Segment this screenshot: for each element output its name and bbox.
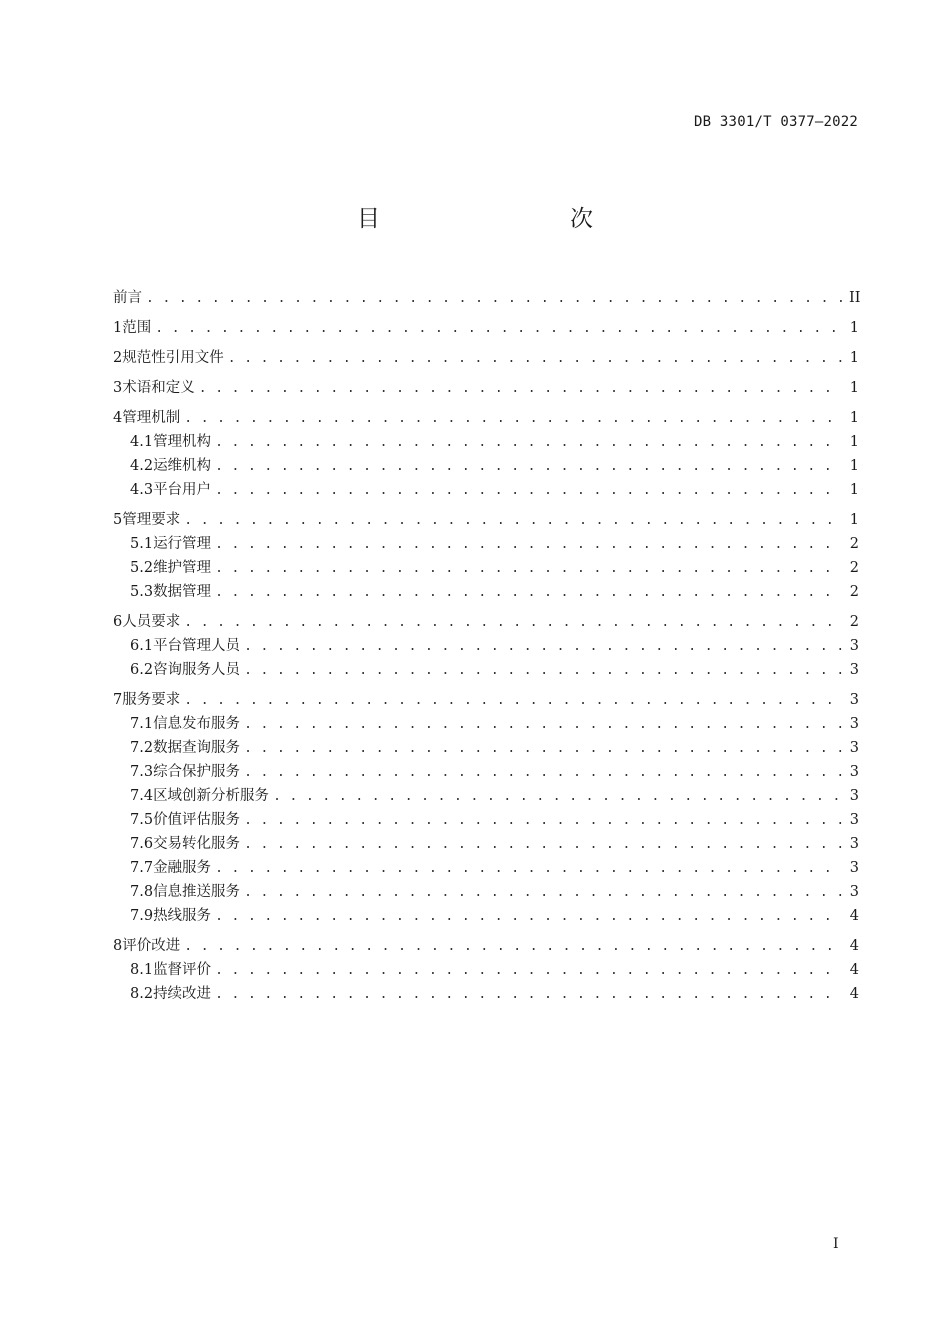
toc-entry[interactable] [113,736,859,760]
toc-dot-leader [273,785,843,809]
toc-dot-leader [244,809,843,833]
toc-entry-number: 3 [113,380,123,396]
toc-entry-number: 5.2 [130,560,154,576]
toc-entry-number: 2 [113,350,123,366]
toc-entry-page: 4 [849,908,859,924]
toc-entry-number: 5.3 [130,584,154,600]
toc-entry-title: 信息发布服务 [153,716,241,732]
toc-entry-page: 3 [849,764,859,780]
toc-dot-leader [184,407,843,431]
toc-dot-leader [215,533,843,557]
toc-entry[interactable] [113,808,859,832]
toc-entry-title: 管理机构 [153,434,212,450]
toc-entry-page: 1 [849,434,859,450]
toc-entry-page: 3 [849,716,859,732]
toc-entry[interactable] [113,784,859,808]
toc-entry[interactable] [113,508,859,532]
toc-entry[interactable] [113,982,859,1006]
toc-entry[interactable] [113,532,859,556]
toc-entry-page: II [849,290,861,306]
toc-entry-title: 交易转化服务 [153,836,241,852]
toc-entry-title: 平台用户 [153,482,212,498]
toc-entry-number: 4.3 [130,482,154,498]
toc-entry-page: 3 [849,812,859,828]
toc-dot-leader [184,509,843,533]
toc-entry-title: 管理机制 [122,410,181,426]
toc-entry[interactable] [113,634,859,658]
toc-entry-page: 3 [849,638,859,654]
document-id: DB 3301/T 0377—2022 [694,114,858,130]
toc-entry-title: 监督评价 [153,962,212,978]
toc-entry[interactable] [113,430,859,454]
toc-entry-number: 4 [113,410,123,426]
toc-entry-page: 3 [849,692,859,708]
toc-entry-title: 数据管理 [153,584,212,600]
table-of-contents [113,286,859,1006]
toc-dot-leader [184,689,843,713]
toc-dot-leader [215,431,843,455]
toc-entry-title: 人员要求 [122,614,181,630]
toc-dot-leader [244,737,843,761]
toc-dot-leader [146,287,843,311]
toc-dot-leader [215,905,843,929]
toc-dot-leader [215,983,843,1007]
toc-dot-leader [155,317,843,341]
toc-entry-page: 1 [849,320,859,336]
toc-entry-title: 术语和定义 [122,380,195,396]
toc-dot-leader [184,935,843,959]
toc-dot-leader [244,713,843,737]
toc-entry-title: 前言 [113,290,142,306]
toc-entry-title: 运维机构 [153,458,212,474]
toc-entry[interactable] [113,556,859,580]
toc-entry[interactable] [113,406,859,430]
toc-entry-title: 数据查询服务 [153,740,241,756]
toc-entry[interactable] [113,346,859,370]
toc-entry[interactable] [113,286,859,310]
toc-entry-number: 8.2 [130,986,154,1002]
toc-entry-title: 金融服务 [153,860,212,876]
toc-entry-page: 3 [849,836,859,852]
toc-entry-page: 3 [849,662,859,678]
toc-entry[interactable] [113,658,859,682]
toc-entry-page: 3 [849,740,859,756]
toc-entry-title: 评价改进 [122,938,181,954]
toc-entry-title: 规范性引用文件 [122,350,224,366]
toc-entry-title: 信息推送服务 [153,884,241,900]
toc-entry-page: 1 [849,410,859,426]
toc-dot-leader [244,833,843,857]
toc-entry-number: 1 [113,320,123,336]
toc-entry-title: 维护管理 [153,560,212,576]
toc-entry-page: 1 [849,512,859,528]
toc-entry-page: 4 [849,938,859,954]
toc-entry-title: 热线服务 [153,908,212,924]
toc-entry-title: 运行管理 [153,536,212,552]
toc-dot-leader [215,581,843,605]
toc-entry-title: 综合保护服务 [153,764,241,780]
toc-entry[interactable] [113,478,859,502]
toc-entry[interactable] [113,856,859,880]
toc-entry-page: 1 [849,482,859,498]
toc-entry-page: 4 [849,986,859,1002]
toc-entry-number: 7.2 [130,740,154,756]
toc-entry[interactable] [113,610,859,634]
toc-entry[interactable] [113,832,859,856]
toc-entry[interactable] [113,376,859,400]
toc-entry-page: 4 [849,962,859,978]
toc-entry-number: 7 [113,692,123,708]
toc-entry-page: 3 [849,884,859,900]
toc-dot-leader [244,635,843,659]
toc-dot-leader [215,455,843,479]
toc-entry[interactable] [113,712,859,736]
toc-entry[interactable] [113,958,859,982]
toc-dot-leader [244,659,843,683]
page-number: I [833,1236,839,1252]
toc-entry[interactable] [113,454,859,478]
toc-entry-number: 7.9 [130,908,154,924]
toc-entry-title: 价值评估服务 [153,812,241,828]
toc-entry-page: 2 [849,614,859,630]
toc-dot-leader [199,377,843,401]
toc-entry[interactable] [113,580,859,604]
toc-entry-number: 7.5 [130,812,154,828]
toc-entry-page: 1 [849,380,859,396]
toc-entry-number: 8.1 [130,962,154,978]
toc-entry-number: 5 [113,512,123,528]
toc-entry-number: 6.2 [130,662,154,678]
toc-dot-leader [215,557,843,581]
toc-entry[interactable] [113,934,859,958]
toc-entry-number: 6 [113,614,123,630]
toc-entry-title: 区域创新分析服务 [153,788,270,804]
toc-dot-leader [244,761,843,785]
toc-entry-title: 范围 [122,320,152,336]
toc-dot-leader [184,611,843,635]
toc-entry-page: 3 [849,788,859,804]
toc-entry[interactable] [113,688,859,712]
toc-entry-number: 4.2 [130,458,154,474]
toc-entry[interactable] [113,880,859,904]
toc-entry-page: 3 [849,860,859,876]
toc-entry-page: 2 [849,584,859,600]
toc-entry-number: 7.7 [130,860,154,876]
toc-entry-page: 1 [849,458,859,474]
toc-entry-page: 1 [849,350,859,366]
toc-entry-number: 7.4 [130,788,154,804]
toc-entry-number: 4.1 [130,434,154,450]
toc-entry-number: 7.8 [130,884,154,900]
toc-entry[interactable] [113,904,859,928]
toc-entry[interactable] [113,760,859,784]
toc-dot-leader [215,479,843,503]
toc-entry-number: 8 [113,938,123,954]
toc-entry-title: 管理要求 [122,512,181,528]
toc-dot-leader [228,347,843,371]
toc-dot-leader [215,857,843,881]
toc-entry-title: 平台管理人员 [153,638,241,654]
toc-entry-number: 7.3 [130,764,154,780]
toc-dot-leader [215,959,843,983]
toc-entry-number: 5.1 [130,536,154,552]
toc-entry-page: 2 [849,536,859,552]
toc-entry-page: 2 [849,560,859,576]
toc-entry-title: 持续改进 [153,986,212,1002]
toc-entry-number: 6.1 [130,638,154,654]
toc-entry[interactable] [113,316,859,340]
toc-entry-number: 7.1 [130,716,154,732]
page-title: 目 次 [357,206,641,232]
toc-entry-title: 咨询服务人员 [153,662,241,678]
toc-entry-title: 服务要求 [122,692,181,708]
toc-entry-number: 7.6 [130,836,154,852]
toc-dot-leader [244,881,843,905]
